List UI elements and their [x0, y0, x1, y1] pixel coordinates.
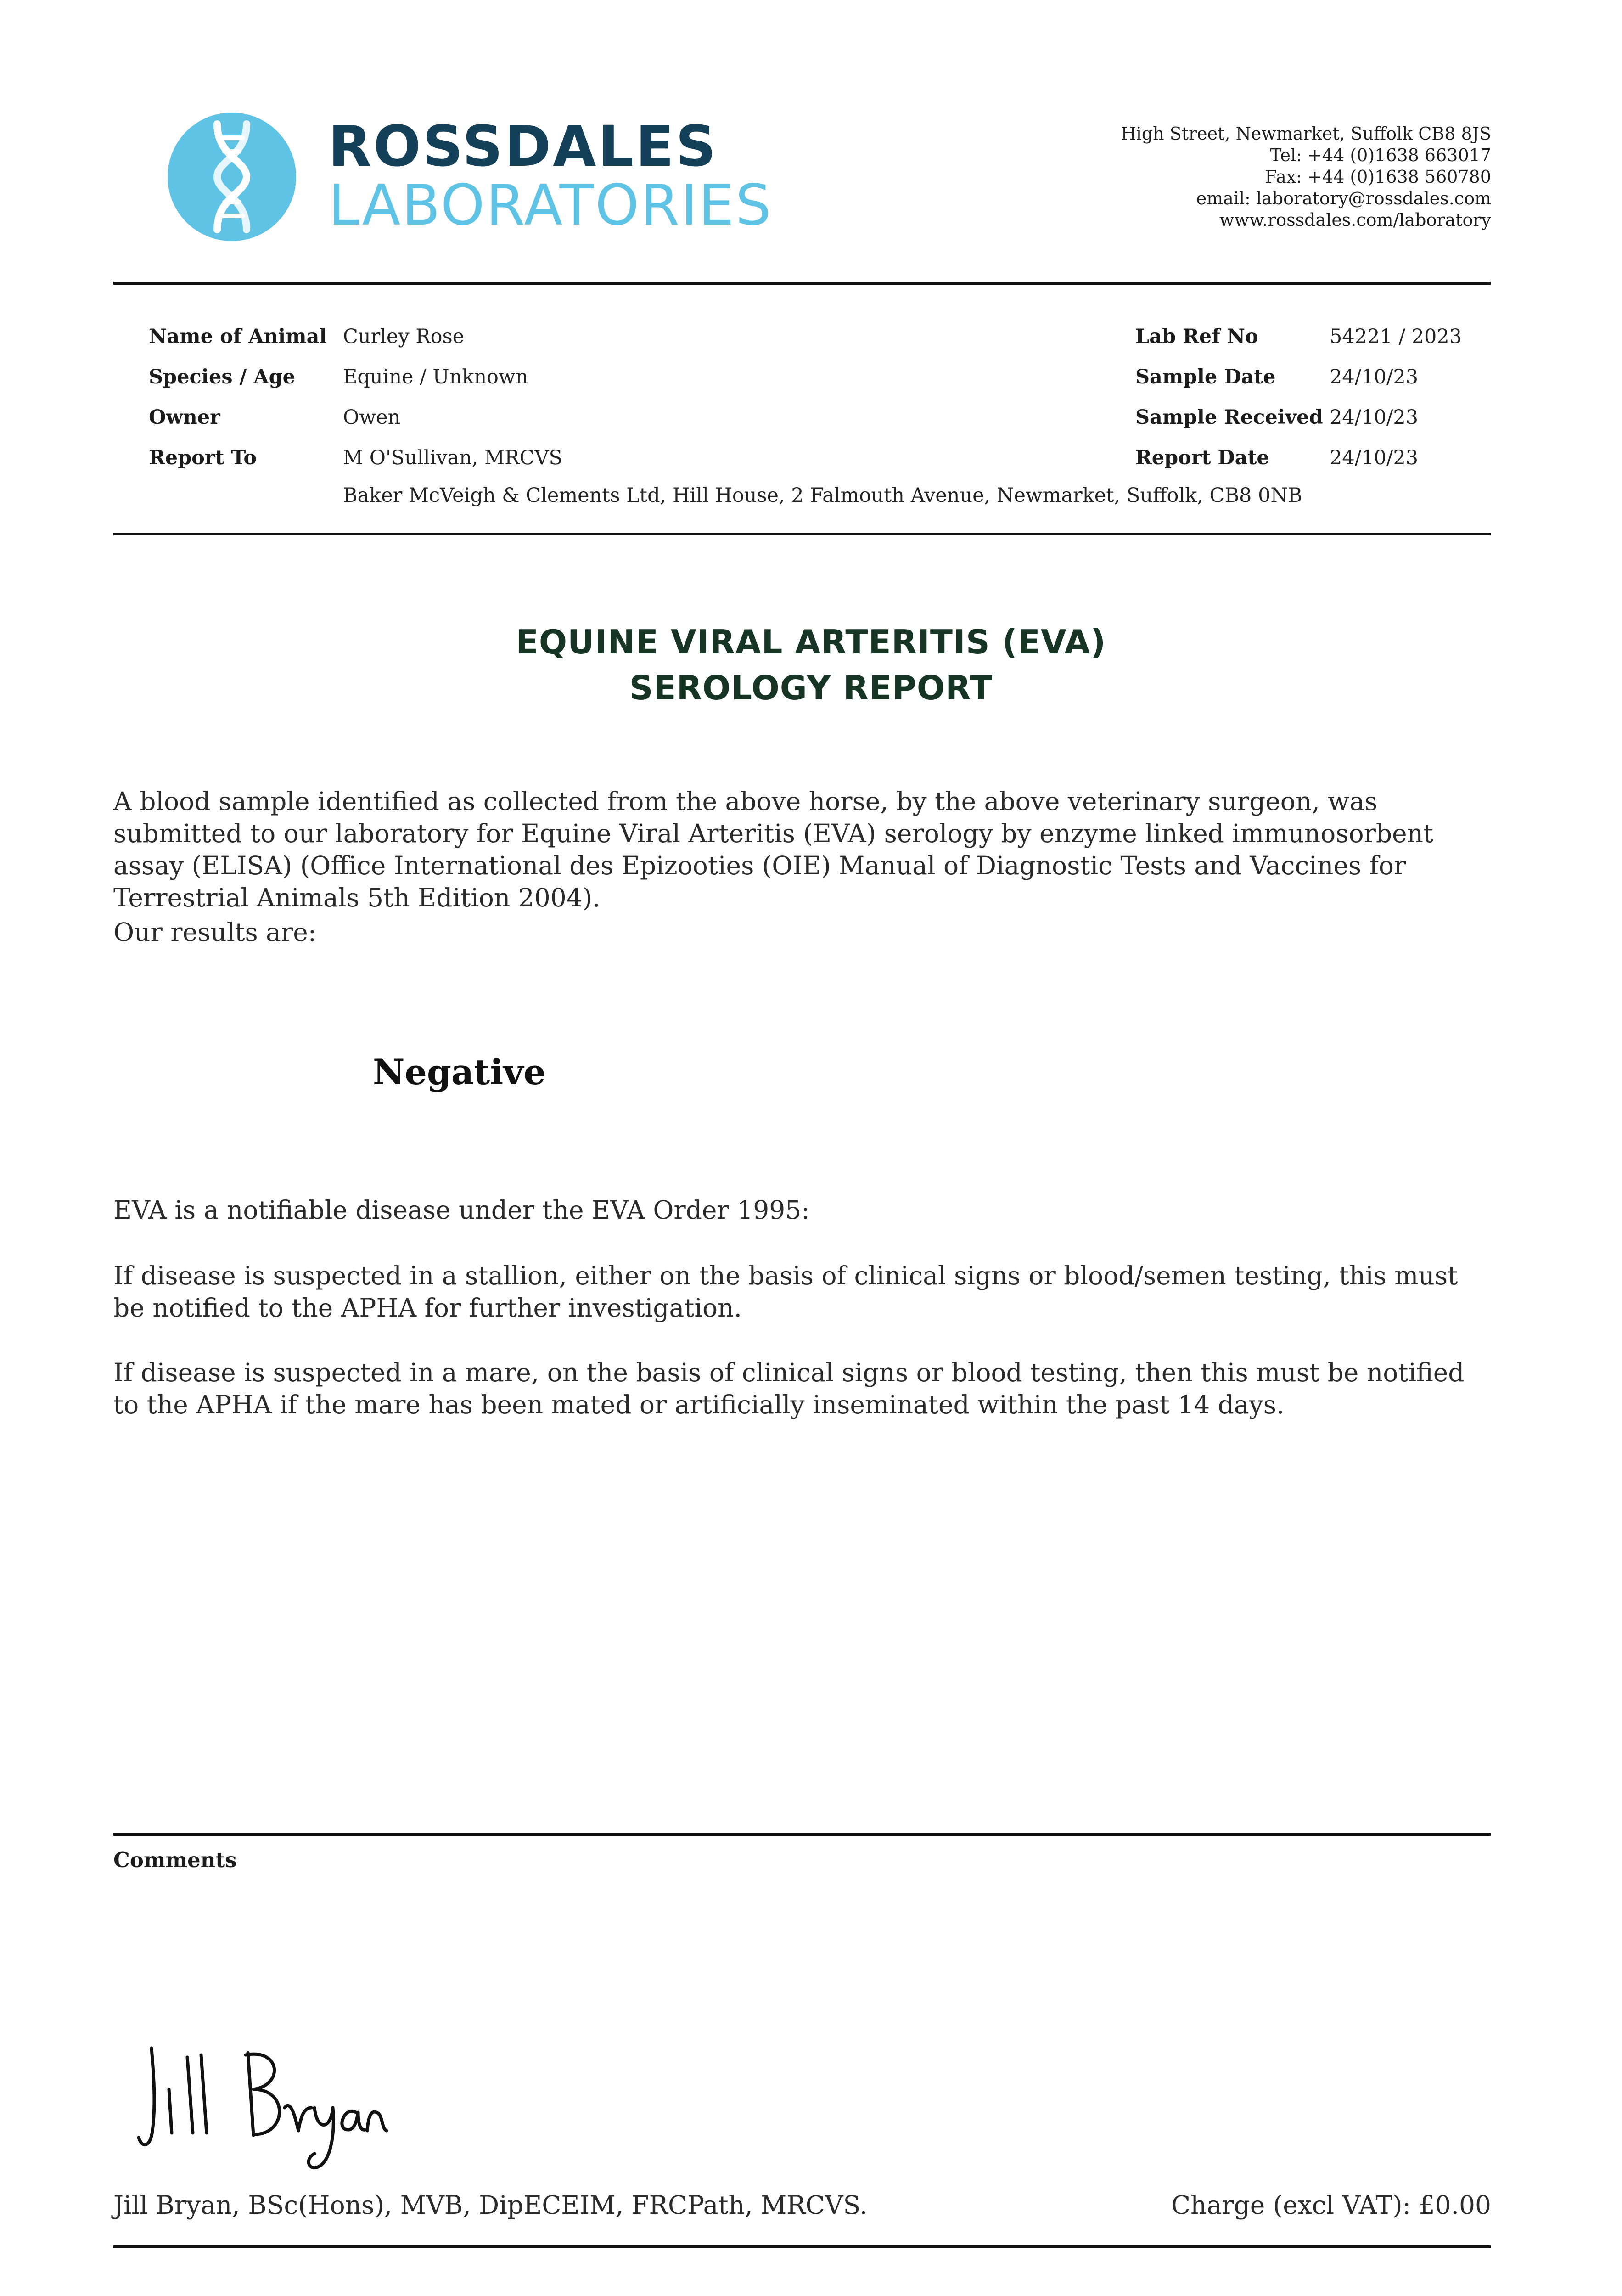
stallion-paragraph: If disease is suspected in a stallion, either on the basis of clinical signs or blood/semen testing, this must be notified to the APHA for further investigation.	[113, 1261, 1458, 1322]
label-name-of-animal: Name of Animal	[149, 325, 327, 348]
mare-paragraph: If disease is suspected in a mare, on the basis of clinical signs or blood testing, then this must be notified to the APHA if the mare has been mated or artificially inseminated within the past 14 days.	[113, 1358, 1465, 1419]
notifiable-paragraph: EVA is a notifiable disease under the EVA Order 1995:	[113, 1195, 810, 1225]
value-name-of-animal: Curley Rose	[343, 325, 465, 348]
value-species-age: Equine / Unknown	[343, 366, 528, 388]
label-owner: Owner	[149, 406, 220, 429]
comments-divider	[113, 1833, 1491, 1836]
signatory-name: Jill Bryan, BSc(Hons), MVB, DipECEIM, FRCPath, MRCVS.	[113, 2190, 868, 2220]
value-sample-date: 24/10/23	[1330, 366, 1419, 388]
address-website[interactable]: www.rossdales.com/laboratory	[1219, 210, 1491, 230]
value-sample-received: 24/10/23	[1330, 406, 1419, 429]
brand-subtitle: LABORATORIES	[328, 173, 773, 238]
intro-paragraph: A blood sample identified as collected from the above horse, by the above veterinary surgeon, was submitted to our laboratory for Equine Viral Arteritis (EVA) serology by enzyme linked immunosorbent assay (ELISA) (Office International des Epizooties (OIE) Manual of Diagnostic Tests and Vaccines for Terrestrial Animals 5th Edition 2004).	[113, 787, 1434, 912]
label-sample-date: Sample Date	[1135, 366, 1276, 388]
address-fax: Fax: +44 (0)1638 560780	[1265, 167, 1491, 187]
signature-image	[133, 2039, 390, 2172]
comments-label: Comments	[113, 1848, 237, 1872]
report-title: EQUINE VIRAL ARTERITIS (EVA)	[516, 623, 1106, 661]
label-report-date: Report Date	[1135, 446, 1269, 469]
label-lab-ref-no: Lab Ref No	[1135, 325, 1258, 348]
dna-helix-icon	[168, 113, 296, 241]
address-email[interactable]: email: laboratory@rossdales.com	[1196, 188, 1491, 208]
value-owner: Owen	[343, 406, 401, 429]
value-report-to-address: Baker McVeigh & Clements Ltd, Hill House, 2 Falmouth Avenue, Newmarket, Suffolk, CB8 0NB	[343, 484, 1302, 507]
address-street: High Street, Newmarket, Suffolk CB8 8JS	[1121, 124, 1491, 144]
report-subtitle: SEROLOGY REPORT	[629, 669, 993, 707]
results-intro: Our results are:	[113, 917, 317, 947]
details-divider	[113, 533, 1491, 535]
brand-name: ROSSDALES	[328, 114, 718, 179]
label-report-to: Report To	[149, 446, 257, 469]
value-lab-ref-no: 54221 / 2023	[1330, 325, 1462, 348]
footer-divider	[113, 2245, 1491, 2248]
lab-address	[1121, 123, 1491, 231]
value-report-date: 24/10/23	[1330, 446, 1419, 469]
label-species-age: Species / Age	[149, 366, 295, 388]
label-sample-received: Sample Received	[1135, 406, 1323, 429]
test-result: Negative	[373, 1052, 546, 1092]
header-divider	[113, 282, 1491, 285]
charge-amount: Charge (excl VAT): £0.00	[1171, 2190, 1491, 2220]
address-tel: Tel: +44 (0)1638 663017	[1270, 145, 1491, 165]
value-report-to: M O'Sullivan, MRCVS	[343, 446, 562, 469]
